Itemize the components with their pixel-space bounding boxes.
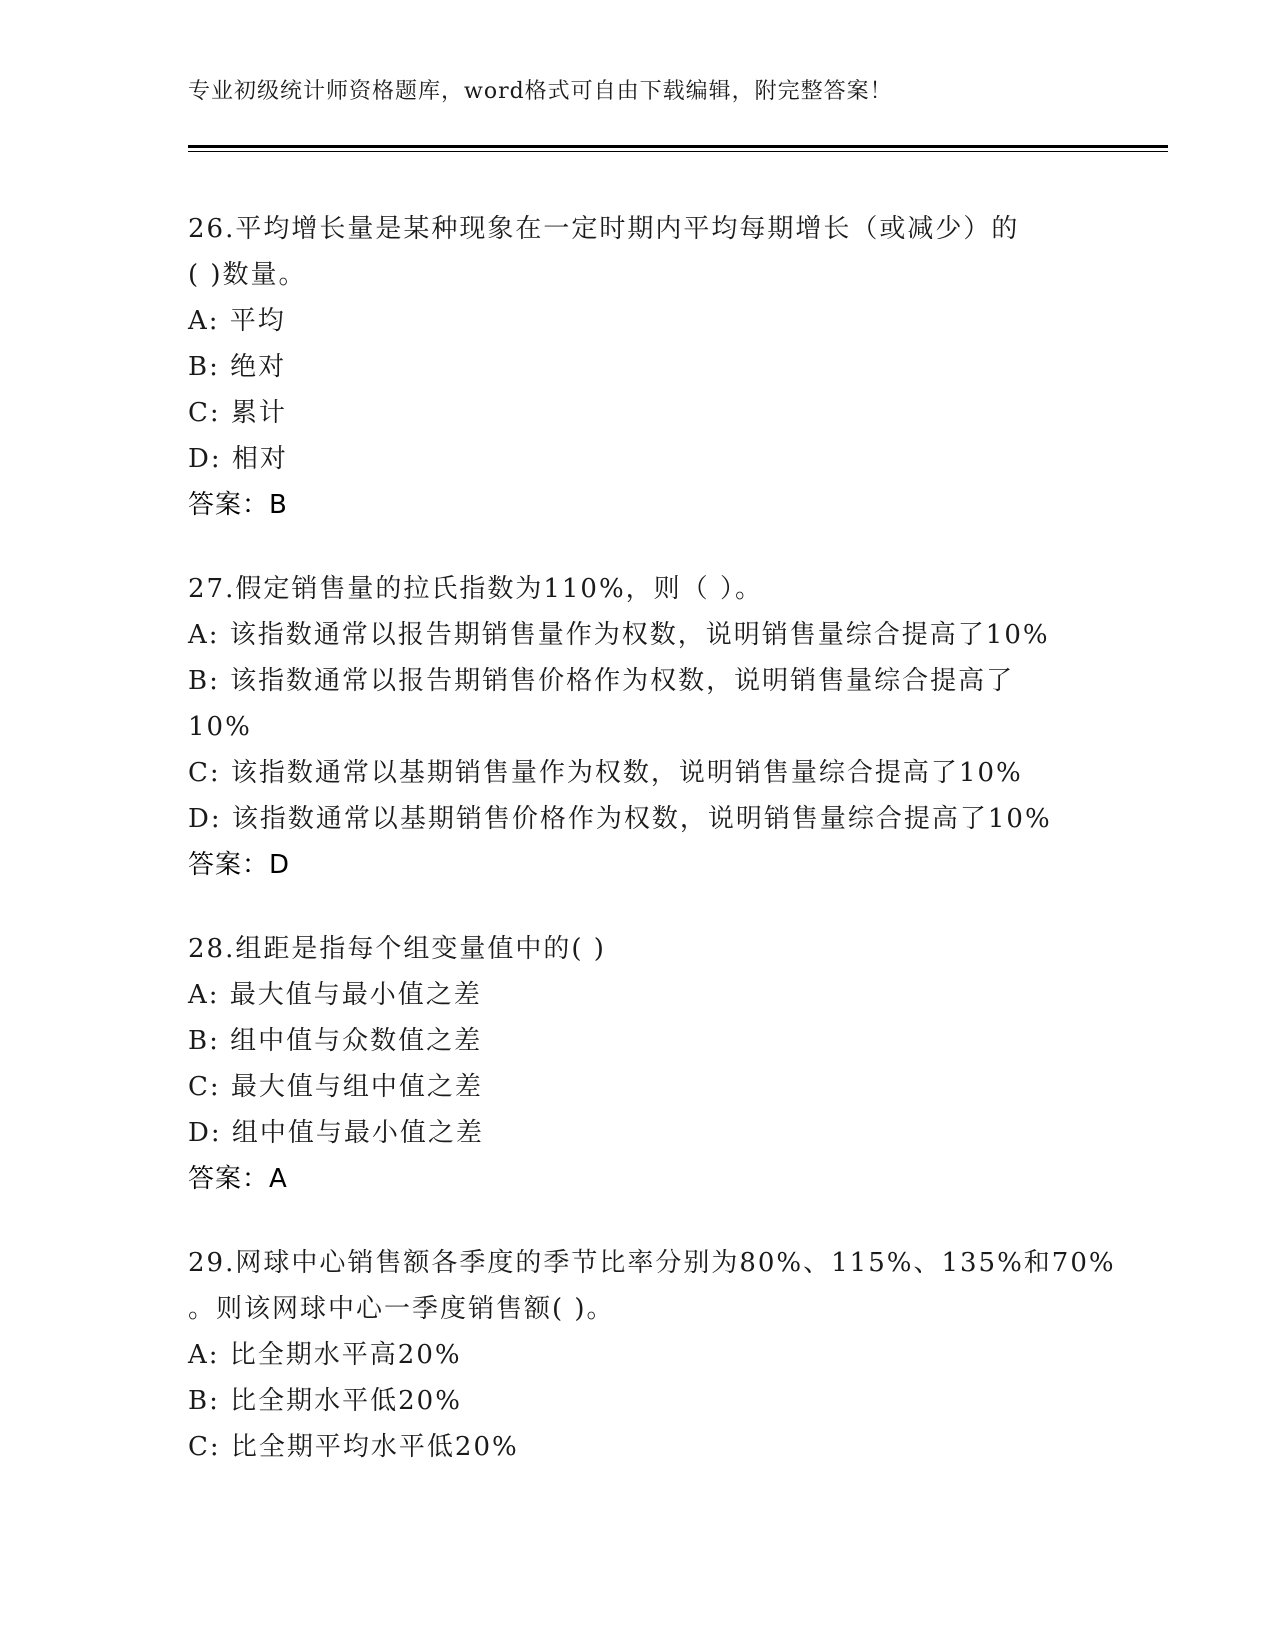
header-rule-thick	[188, 145, 1168, 148]
option-b-continued: 10%	[188, 712, 252, 742]
question-stem: 27.假定销售量的拉氏指数为110%，则（ ）。	[188, 574, 763, 604]
option-c: C: 该指数通常以基期销售量作为权数，说明销售量综合提高了10%	[188, 758, 1023, 788]
option-b: B: 组中值与众数值之差	[188, 1026, 483, 1056]
option-c: C: 最大值与组中值之差	[188, 1072, 483, 1102]
option-a: A: 该指数通常以报告期销售量作为权数，说明销售量综合提高了10%	[188, 620, 1050, 650]
option-b: B: 该指数通常以报告期销售价格作为权数，说明销售量综合提高了	[188, 666, 1015, 696]
option-d: D: 该指数通常以基期销售价格作为权数，说明销售量综合提高了10%	[188, 804, 1052, 834]
question-stem: 26.平均增长量是某种现象在一定时期内平均每期增长（或减少）的	[188, 214, 1020, 244]
question-stem: ( )数量。	[188, 260, 307, 290]
option-a: A: 平均	[188, 306, 286, 336]
question-stem: 。则该网球中心一季度销售额( )。	[188, 1294, 615, 1324]
option-c: C: 累计	[188, 398, 287, 428]
question-list	[188, 206, 1116, 1508]
answer: 答案：D	[188, 850, 291, 880]
option-b: B: 绝对	[188, 352, 287, 382]
page-header: 专业初级统计师资格题库，word格式可自由下载编辑，附完整答案！	[188, 79, 893, 104]
question-29	[188, 1240, 1116, 1470]
option-b: B: 比全期水平低20%	[188, 1386, 462, 1416]
question-stem: 29.网球中心销售额各季度的季节比率分别为80%、115%、135%和70%	[188, 1248, 1116, 1278]
question-26	[188, 206, 1088, 528]
answer: 答案：B	[188, 490, 288, 520]
question-28	[188, 926, 1088, 1202]
option-c: C: 比全期平均水平低20%	[188, 1432, 519, 1462]
question-27	[188, 566, 1088, 888]
option-a: A: 最大值与最小值之差	[188, 980, 482, 1010]
question-stem: 28.组距是指每个组变量值中的( )	[188, 934, 606, 964]
header-rule-thin	[188, 151, 1168, 152]
option-d: D: 组中值与最小值之差	[188, 1118, 484, 1148]
option-a: A: 比全期水平高20%	[188, 1340, 462, 1370]
option-d: D: 相对	[188, 444, 288, 474]
answer: 答案：A	[188, 1164, 288, 1194]
